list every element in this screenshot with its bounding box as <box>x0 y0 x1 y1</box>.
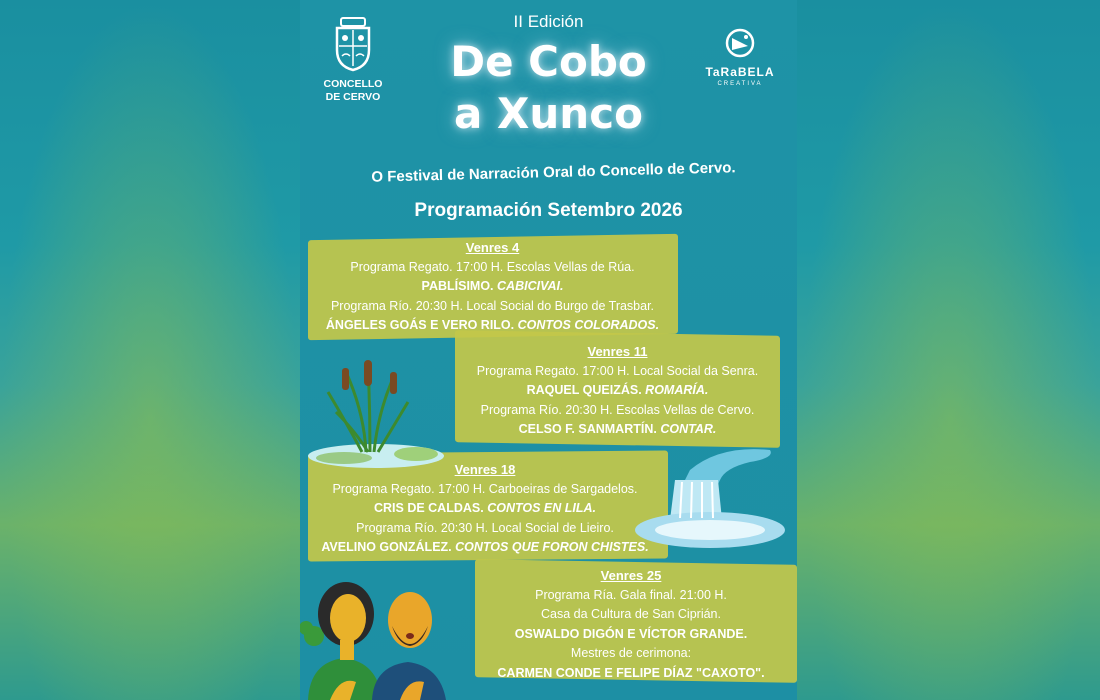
event-line: Programa Regato. 17:00 H. Escolas Vellas de Rúa. <box>350 259 635 274</box>
title-line-2: a Xunco <box>454 89 643 138</box>
concello-label-2: DE CERVO <box>325 91 381 103</box>
event-performer <box>460 420 775 440</box>
event-line: Mestres de cerimona: <box>570 646 692 660</box>
event-performer: CARMEN CONDE E FELIPE DÍAZ "CAXOTO". <box>497 665 765 680</box>
show-title: CONTAR. <box>660 422 717 436</box>
performer-name: CELSO F. SANMARTÍN. <box>518 422 657 436</box>
performer-name: RAQUEL QUEIZÁS. <box>526 383 642 397</box>
show-title: CABICIVAI. <box>497 279 564 293</box>
event-line: Programa Río. 20:30 H. Local Social de Lieiro. <box>356 520 614 535</box>
performer-name: ÁNGELES GOÁS E VERO RILO. <box>325 318 515 332</box>
event-day: Venres 4 <box>465 240 520 255</box>
event-line: Programa Regato. 17:00 H. Carboeiras de Sargadelos. <box>332 481 638 496</box>
event-line: Casa da Cultura de San Ciprián. <box>541 607 721 621</box>
event-line: Programa Río. 20:30 H. Local Social do Burgo de Trasbar. <box>330 298 655 313</box>
event-line: Programa Regato. 17:00 H. Local Social da Senra. <box>476 363 759 378</box>
background-blur-right <box>800 0 1100 700</box>
background-blur-left <box>0 0 300 700</box>
event-venres-11 <box>460 342 775 440</box>
tarabela-label: TaRaBELA <box>705 65 775 79</box>
festival-poster <box>300 0 797 700</box>
performer-name: CRIS DE CALDAS. <box>373 501 484 515</box>
tarabela-sub: CREATIVA <box>717 81 763 87</box>
event-performer <box>305 499 665 519</box>
festival-subtitle: O Festival de Narración Oral do Concello de Cervo. <box>371 159 736 186</box>
event-performer <box>310 277 675 297</box>
event-performer <box>305 538 665 558</box>
event-venres-18 <box>305 460 665 558</box>
event-day: Venres 25 <box>600 568 662 583</box>
edition-label: II Edición <box>513 12 584 31</box>
event-venres-4 <box>310 238 675 336</box>
event-line: Programa Río. 20:30 H. Escolas Vellas de Cervo. <box>480 402 755 417</box>
title-line-1: De Cobo <box>450 37 647 86</box>
show-title: CONTOS QUE FORON CHISTES. <box>455 540 649 554</box>
performer-name: AVELINO GONZÁLEZ. <box>321 540 452 554</box>
show-title: CONTOS COLORADOS. <box>517 318 660 332</box>
event-venres-25 <box>475 566 787 683</box>
show-title: ROMARÍA. <box>645 383 709 397</box>
event-performer <box>310 316 675 336</box>
event-performer: OSWALDO DIGÓN E VÍCTOR GRANDE. <box>514 626 748 641</box>
programme-heading: Programación Setembro 2026 <box>414 200 683 221</box>
show-title: CONTOS EN LILA. <box>487 501 597 515</box>
event-line: Programa Ría. Gala final. 21:00 H. <box>535 587 727 602</box>
cattail-pond-illustration <box>306 352 446 472</box>
performer-name: PABLÍSIMO. <box>421 279 494 293</box>
festival-title <box>300 36 797 140</box>
event-performer <box>460 381 775 401</box>
event-day: Venres 18 <box>454 462 516 477</box>
concello-label-1: CONCELLO <box>323 78 383 90</box>
storytellers-illustration <box>300 566 460 700</box>
event-day: Venres 11 <box>587 344 648 359</box>
